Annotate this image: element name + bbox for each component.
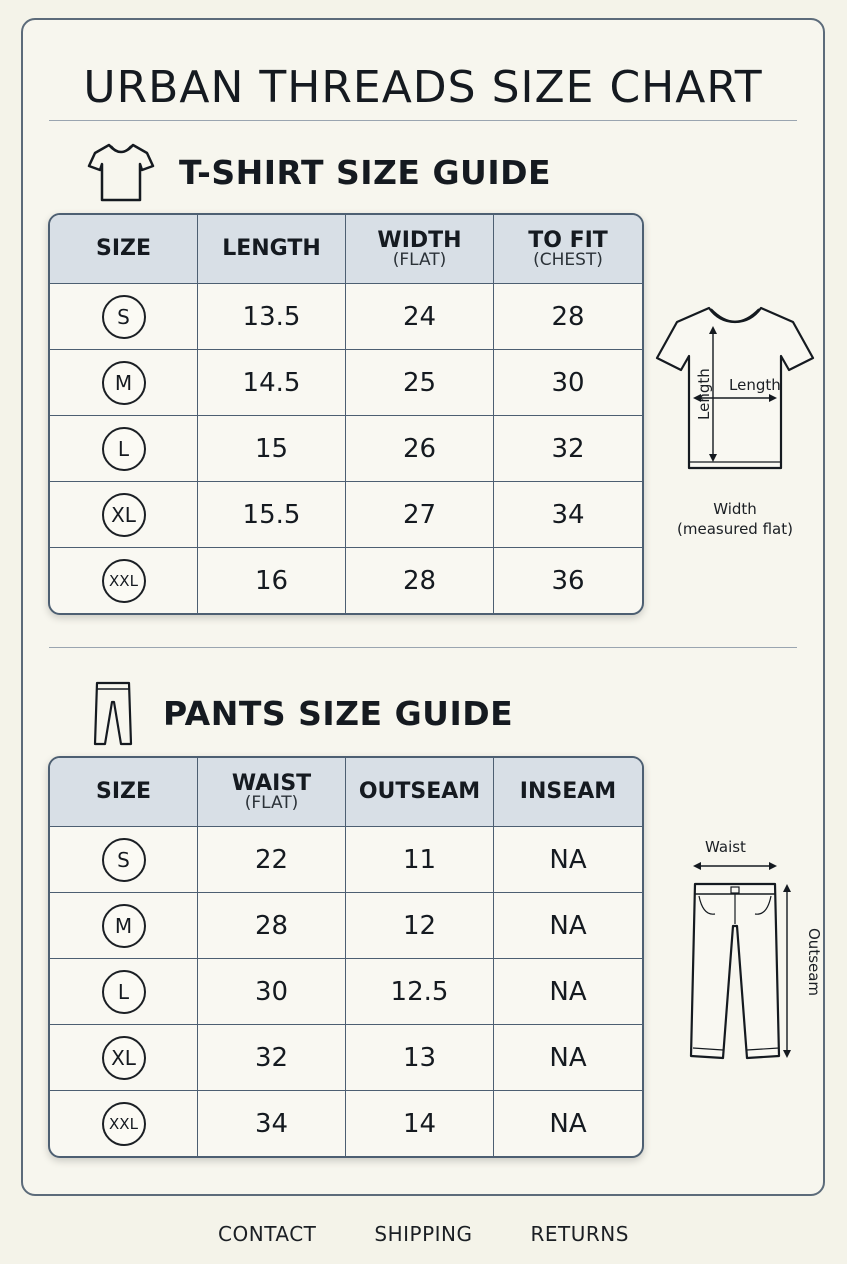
column-header (346, 215, 494, 284)
value-cell: 26 (346, 416, 494, 482)
column-header (494, 758, 642, 827)
value-cell: 12.5 (346, 959, 494, 1025)
column-header-label: LENGTH (222, 236, 321, 262)
size-cell (50, 827, 198, 893)
tshirt-icon (87, 140, 155, 204)
table-header-row (50, 758, 642, 827)
tshirt-diagram-icon (651, 300, 819, 490)
size-badge: L (102, 970, 146, 1014)
tshirt-width-label: Width (713, 500, 757, 518)
column-header-label: OUTSEAM (358, 779, 481, 805)
value-cell: 15 (198, 416, 346, 482)
value-cell: 22 (198, 827, 346, 893)
column-header-label: TO FIT (528, 227, 608, 253)
value-cell: 11 (346, 827, 494, 893)
size-badge: XL (102, 1036, 146, 1080)
value-cell: 15.5 (198, 482, 346, 548)
value-cell: 28 (494, 284, 642, 350)
tshirt-section-header (87, 140, 551, 204)
value-cell: NA (494, 959, 642, 1025)
size-cell (50, 284, 198, 350)
value-cell: 32 (198, 1025, 346, 1091)
value-cell: 27 (346, 482, 494, 548)
size-cell (50, 482, 198, 548)
section-divider (49, 647, 797, 648)
size-cell (50, 1025, 198, 1091)
footer-nav (0, 1222, 847, 1246)
value-cell: NA (549, 1108, 587, 1139)
column-header (198, 215, 346, 284)
column-header-sublabel: (CHEST) (533, 249, 603, 270)
value-cell: 34 (198, 1091, 346, 1156)
size-cell (50, 416, 198, 482)
table-row (50, 959, 642, 1025)
tshirt-size-table (48, 213, 644, 615)
pants-diagram-icon (675, 856, 815, 1066)
size-badge: S (102, 838, 146, 882)
page-title: URBAN THREADS SIZE CHART (83, 62, 763, 113)
footer-link-returns[interactable]: RETURNS (530, 1222, 629, 1246)
table-row (50, 827, 642, 893)
tshirt-width-note: (measured flat) (677, 520, 793, 538)
column-header-sublabel: (FLAT) (244, 792, 299, 813)
column-header (198, 758, 346, 827)
size-badge: S (102, 295, 146, 339)
pants-section-header (93, 680, 513, 746)
size-badge: XXL (102, 559, 146, 603)
column-header-label: SIZE (95, 236, 151, 262)
value-cell: 14 (346, 1091, 494, 1156)
tshirt-length-label-vertical: Length (695, 368, 713, 420)
table-row (50, 482, 642, 548)
size-cell (50, 1091, 198, 1156)
table-row (50, 1025, 642, 1091)
tshirt-section-title: T-SHIRT SIZE GUIDE (179, 152, 552, 192)
table-row (50, 284, 642, 350)
pants-measurement-diagram (675, 836, 823, 1066)
size-cell (50, 959, 198, 1025)
column-header-label: WIDTH (377, 227, 462, 253)
value-cell: 12 (346, 893, 494, 959)
value-cell: 30 (198, 959, 346, 1025)
size-cell (50, 548, 198, 613)
table-row (50, 350, 642, 416)
table-header-row (50, 215, 642, 284)
size-badge: L (102, 427, 146, 471)
table-row (50, 416, 642, 482)
value-cell: 28 (346, 548, 494, 613)
tshirt-measurement-diagram (651, 300, 819, 550)
value-cell: 34 (494, 482, 642, 548)
value-cell: 30 (494, 350, 642, 416)
table-row (50, 1091, 642, 1156)
column-header (50, 215, 198, 284)
column-header-label: WAIST (231, 770, 312, 796)
value-cell: NA (494, 1025, 642, 1091)
value-cell: 28 (198, 893, 346, 959)
pants-outseam-label: Outseam (805, 928, 823, 997)
value-cell: 13.5 (198, 284, 346, 350)
value-cell: 32 (494, 416, 642, 482)
column-header-sublabel: (FLAT) (392, 249, 447, 270)
column-header-label: INSEAM (519, 779, 617, 805)
column-header (494, 215, 642, 284)
size-cell (50, 350, 198, 416)
value-cell: 14.5 (198, 350, 346, 416)
column-header-label: SIZE (95, 779, 151, 805)
title-divider (49, 120, 797, 121)
value-cell: NA (494, 893, 642, 959)
value-cell: 16 (198, 548, 346, 613)
pants-size-table (48, 756, 644, 1158)
value-cell: 36 (551, 565, 585, 596)
size-badge: XXL (102, 1102, 146, 1146)
column-header (346, 758, 494, 827)
size-badge: M (102, 361, 146, 405)
tshirt-length-label-horizontal: Length (729, 376, 781, 394)
footer-link-contact[interactable]: CONTACT (218, 1222, 317, 1246)
size-badge: M (102, 904, 146, 948)
size-chart-card (21, 18, 825, 1196)
size-badge: XL (102, 493, 146, 537)
size-cell (50, 893, 198, 959)
footer-link-shipping[interactable]: SHIPPING (374, 1222, 473, 1246)
value-cell: NA (494, 827, 642, 893)
value-cell: 24 (346, 284, 494, 350)
column-header (50, 758, 198, 827)
pants-waist-label: Waist (705, 838, 746, 856)
pants-icon (93, 680, 133, 746)
pants-section-title: PANTS SIZE GUIDE (163, 693, 514, 733)
table-row (50, 548, 642, 613)
value-cell: 13 (346, 1025, 494, 1091)
table-row (50, 893, 642, 959)
value-cell: 25 (346, 350, 494, 416)
